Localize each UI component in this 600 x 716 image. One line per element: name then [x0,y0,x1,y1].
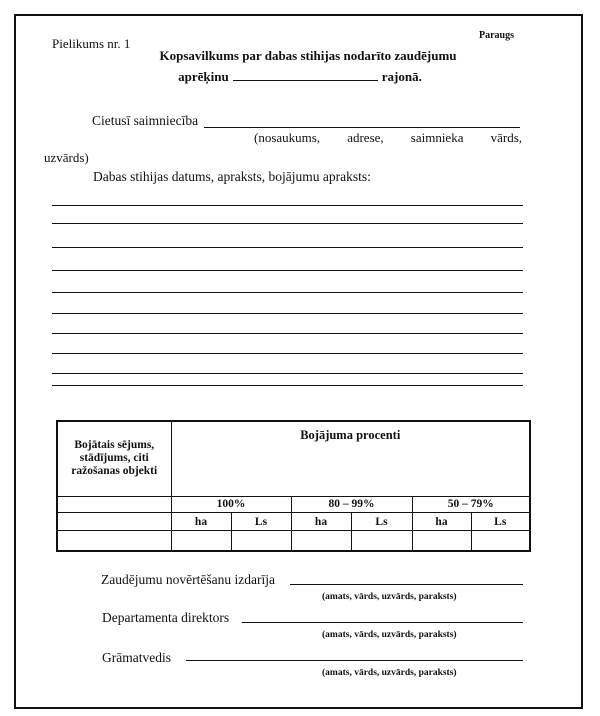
farm-hint-cont: uzvārds) [44,150,89,165]
value-cell[interactable] [351,531,412,551]
farm-label: Cietusī saimniecība [92,113,199,128]
farm-field-line[interactable] [204,127,520,128]
unit-header: ha [171,512,231,530]
title-suffix: rajonā. [381,69,422,84]
value-cell[interactable] [412,531,471,551]
description-line[interactable] [52,205,523,206]
director-signature-line[interactable] [242,622,523,623]
accountant-hint: (amats, vārds, uzvārds, paraksts) [322,668,457,678]
accountant-label: Grāmatvedis [102,650,171,665]
unit-header: ha [291,512,351,530]
description-line[interactable] [52,247,523,248]
description-line[interactable] [52,270,523,271]
description-line[interactable] [52,333,523,334]
object-cell[interactable] [57,512,171,530]
unit-header: Ls [351,512,412,530]
object-cell[interactable] [57,531,171,551]
sample-label: Paraugs [479,30,514,41]
object-header: Bojātais sējums, stādījums, citi ražošanas objekti [57,421,171,496]
description-label: Dabas stihijas datums, apraksts, bojājumu apraksts: [93,169,371,184]
accountant-signature-line[interactable] [186,660,523,661]
director-label: Departamenta direktors [102,610,230,625]
unit-header: Ls [231,512,291,530]
assessor-hint: (amats, vārds, uzvārds, paraksts) [322,592,457,602]
assessor-label: Zaudējumu novērtēšanu izdarīja [101,572,275,587]
damage-table [56,420,531,552]
value-cell[interactable] [171,531,231,551]
unit-header: ha [412,512,471,530]
description-line[interactable] [52,313,523,314]
assessor-signature-line[interactable] [290,584,523,585]
object-cell[interactable] [57,496,171,512]
range-header: 100% [171,496,291,512]
description-line[interactable] [52,353,523,354]
description-line[interactable] [52,223,523,224]
percent-group-header: Bojājuma procenti [171,421,530,496]
unit-header: Ls [471,512,530,530]
district-blank[interactable] [233,68,378,81]
description-line[interactable] [52,292,523,293]
director-hint: (amats, vārds, uzvārds, paraksts) [322,630,457,640]
document-title-line2 [0,68,600,85]
description-line[interactable] [52,385,523,386]
value-cell[interactable] [471,531,530,551]
value-cell[interactable] [231,531,291,551]
title-prefix: aprēķinu [178,69,229,84]
document-title: Kopsavilkums par dabas stihijas nodarīto zaudējumu [159,48,457,63]
description-line[interactable] [52,373,523,374]
annex-label: Pielikums nr. 1 [52,36,131,51]
value-cell[interactable] [291,531,351,551]
range-header: 80 – 99% [291,496,412,512]
range-header: 50 – 79% [412,496,530,512]
farm-hint: (nosaukums, adrese, saimnieka vārds, [254,130,522,145]
